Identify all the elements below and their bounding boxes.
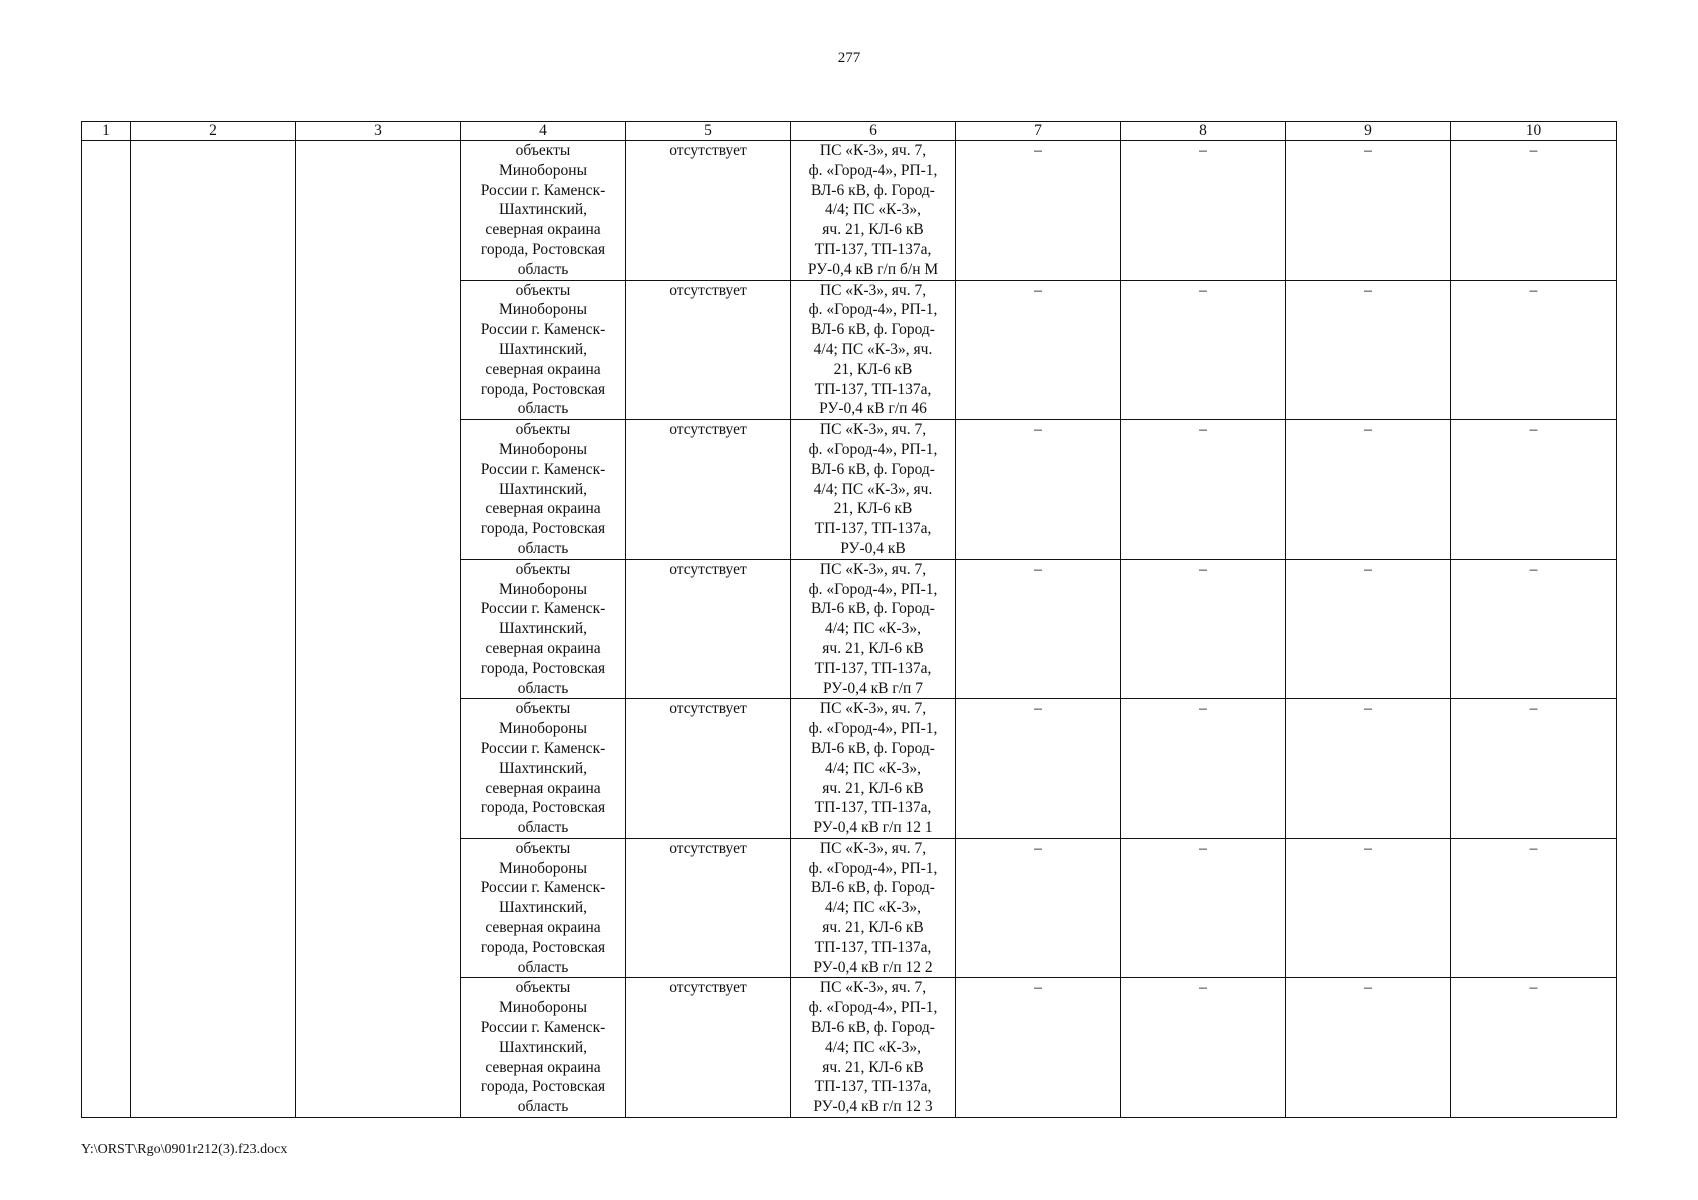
object-cell: объекты Минобороны России г. Каменск- Шахтинский, северная окраина города, Ростовская область: [461, 141, 626, 281]
col9-cell: –: [1286, 280, 1451, 420]
col10-cell: –: [1451, 559, 1617, 699]
col10-cell: –: [1451, 141, 1617, 281]
col7-cell: –: [956, 559, 1121, 699]
col7-cell: –: [956, 838, 1121, 978]
status-cell: отсутствует: [626, 420, 791, 560]
col1-merged-cell: [82, 141, 131, 1118]
col7-cell: –: [956, 280, 1121, 420]
col7-cell: –: [956, 978, 1121, 1118]
page-number: 277: [837, 50, 861, 66]
col8-cell: –: [1121, 978, 1286, 1118]
col10-cell: –: [1451, 699, 1617, 839]
data-table: [81, 121, 1617, 1118]
column-header-6: 6: [791, 122, 956, 141]
col9-cell: –: [1286, 420, 1451, 560]
column-header-4: 4: [461, 122, 626, 141]
col10-cell: –: [1451, 420, 1617, 560]
col8-cell: –: [1121, 420, 1286, 560]
supply-cell: ПС «К-3», яч. 7, ф. «Город-4», РП-1, ВЛ-6 кВ, ф. Город- 4/4; ПС «К-3», яч. 21, КЛ-6 кВ ТП-137, ТП-137а, РУ-0,4 кВ г/п 12 3: [791, 978, 956, 1118]
col7-cell: –: [956, 699, 1121, 839]
column-header-3: 3: [296, 122, 461, 141]
supply-cell: ПС «К-3», яч. 7, ф. «Город-4», РП-1, ВЛ-6 кВ, ф. Город- 4/4; ПС «К-3», яч. 21, КЛ-6 кВ ТП-137, ТП-137а, РУ-0,4 кВ г/п 7: [791, 559, 956, 699]
col7-cell: –: [956, 420, 1121, 560]
column-header-10: 10: [1451, 122, 1617, 141]
supply-cell: ПС «К-3», яч. 7, ф. «Город-4», РП-1, ВЛ-6 кВ, ф. Город- 4/4; ПС «К-3», яч. 21, КЛ-6 кВ ТП-137, ТП-137а, РУ-0,4 кВ г/п 12 2: [791, 838, 956, 978]
col8-cell: –: [1121, 141, 1286, 281]
status-cell: отсутствует: [626, 280, 791, 420]
supply-cell: ПС «К-3», яч. 7, ф. «Город-4», РП-1, ВЛ-6 кВ, ф. Город- 4/4; ПС «К-3», яч. 21, КЛ-6 кВ ТП-137, ТП-137а, РУ-0,4 кВ г/п 46: [791, 280, 956, 420]
status-cell: отсутствует: [626, 559, 791, 699]
col10-cell: –: [1451, 838, 1617, 978]
col9-cell: –: [1286, 838, 1451, 978]
col9-cell: –: [1286, 699, 1451, 839]
object-cell: объекты Минобороны России г. Каменск- Шахтинский, северная окраина города, Ростовская область: [461, 838, 626, 978]
col9-cell: –: [1286, 559, 1451, 699]
column-header-7: 7: [956, 122, 1121, 141]
col10-cell: –: [1451, 978, 1617, 1118]
status-cell: отсутствует: [626, 699, 791, 839]
column-header-8: 8: [1121, 122, 1286, 141]
status-cell: отсутствует: [626, 141, 791, 281]
object-cell: объекты Минобороны России г. Каменск- Шахтинский, северная окраина города, Ростовская область: [461, 559, 626, 699]
supply-cell: ПС «К-3», яч. 7, ф. «Город-4», РП-1, ВЛ-6 кВ, ф. Город- 4/4; ПС «К-3», яч. 21, КЛ-6 кВ ТП-137, ТП-137а, РУ-0,4 кВ г/п б/н М: [791, 141, 956, 281]
object-cell: объекты Минобороны России г. Каменск- Шахтинский, северная окраина города, Ростовская область: [461, 978, 626, 1118]
table-row: [82, 141, 1617, 281]
col8-cell: –: [1121, 838, 1286, 978]
col10-cell: –: [1451, 280, 1617, 420]
col8-cell: –: [1121, 699, 1286, 839]
col8-cell: –: [1121, 559, 1286, 699]
column-header-5: 5: [626, 122, 791, 141]
column-header-1: 1: [82, 122, 131, 141]
supply-cell: ПС «К-3», яч. 7, ф. «Город-4», РП-1, ВЛ-6 кВ, ф. Город- 4/4; ПС «К-3», яч. 21, КЛ-6 кВ ТП-137, ТП-137а, РУ-0,4 кВ: [791, 420, 956, 560]
col8-cell: –: [1121, 280, 1286, 420]
object-cell: объекты Минобороны России г. Каменск- Шахтинский, северная окраина города, Ростовская область: [461, 699, 626, 839]
status-cell: отсутствует: [626, 978, 791, 1118]
col3-merged-cell: [296, 141, 461, 1118]
supply-cell: ПС «К-3», яч. 7, ф. «Город-4», РП-1, ВЛ-6 кВ, ф. Город- 4/4; ПС «К-3», яч. 21, КЛ-6 кВ ТП-137, ТП-137а, РУ-0,4 кВ г/п 12 1: [791, 699, 956, 839]
footer-file-path: Y:\ORST\Rgo\0901r212(3).f23.docx: [81, 1142, 288, 1157]
col2-merged-cell: [131, 141, 296, 1118]
column-header-2: 2: [131, 122, 296, 141]
column-number-row: [82, 122, 1617, 141]
col9-cell: –: [1286, 978, 1451, 1118]
col9-cell: –: [1286, 141, 1451, 281]
object-cell: объекты Минобороны России г. Каменск- Шахтинский, северная окраина города, Ростовская область: [461, 420, 626, 560]
status-cell: отсутствует: [626, 838, 791, 978]
object-cell: объекты Минобороны России г. Каменск- Шахтинский, северная окраина города, Ростовская область: [461, 280, 626, 420]
column-header-9: 9: [1286, 122, 1451, 141]
col7-cell: –: [956, 141, 1121, 281]
